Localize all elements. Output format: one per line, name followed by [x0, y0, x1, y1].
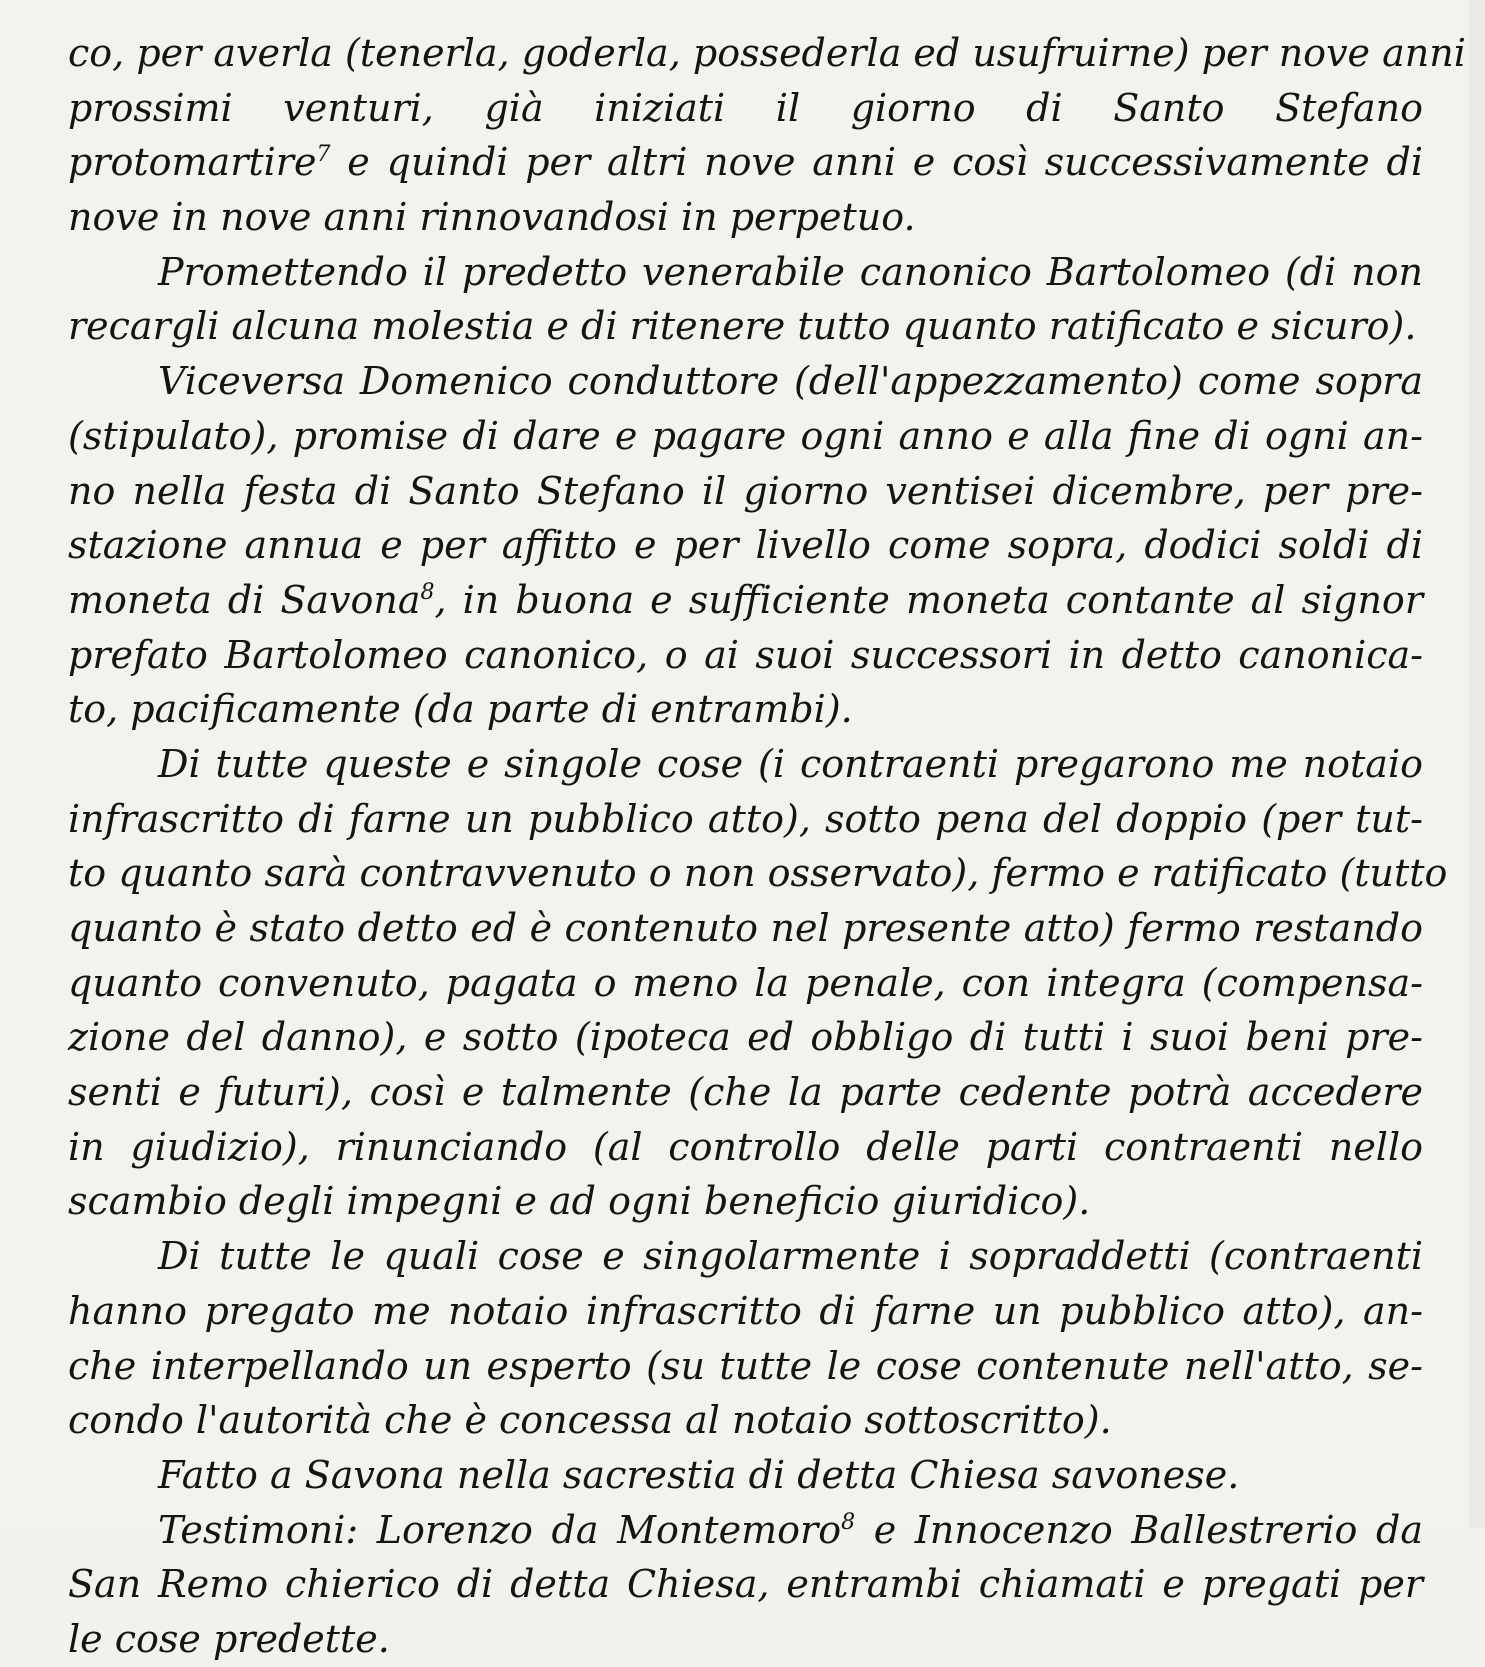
text-line — [68, 737, 1423, 792]
text-line — [68, 1503, 1423, 1558]
text-line — [68, 1612, 1423, 1667]
line-text: hanno pregato me notaio infrascritto di farne un pubblico atto), an- — [68, 1288, 1423, 1333]
line-text: San Remo chierico di detta Chiesa, entrambi chiamati e pregati per — [68, 1562, 1423, 1607]
text-line — [68, 1065, 1423, 1120]
line-text: recargli alcuna molestia e di ritenere tutto quanto ratificato e sicuro). — [68, 304, 1417, 349]
line-text: to quanto sarà contravvenuto o non osservato), fermo e ratificato (tutto — [68, 851, 1448, 896]
line-text: co, per averla (tenerla, goderla, possederla ed usufruirne) per nove anni — [68, 31, 1466, 75]
footnote-marker: 8 — [841, 1509, 856, 1535]
text-line — [68, 26, 1466, 81]
text-line — [68, 1393, 1423, 1448]
text-line — [68, 1557, 1423, 1612]
line-text: prossimi venturi, già iniziati il giorno di Santo Stefano — [68, 85, 1423, 130]
text-line — [68, 409, 1423, 464]
text-line — [68, 81, 1423, 136]
line-text: quanto convenuto, pagata o meno la penale, con integra (compensa- — [68, 960, 1423, 1005]
text-line — [68, 956, 1423, 1011]
line-text: nove in nove anni rinnovandosi in perpetuo. — [68, 195, 916, 240]
text-line — [68, 573, 1423, 628]
text-line — [68, 354, 1423, 409]
text-line — [68, 901, 1423, 956]
text-line — [68, 1448, 1423, 1503]
line-text: che interpellando un esperto (su tutte le cose contenute nell'atto, se- — [68, 1343, 1423, 1388]
line-text: zione del danno), e sotto (ipoteca ed obbligo di tutti i suoi beni pre- — [68, 1015, 1423, 1060]
line-text: to, pacificamente (da parte di entrambi). — [68, 687, 853, 732]
text-line — [68, 846, 1448, 901]
text-line — [68, 1120, 1423, 1175]
line-text: Fatto a Savona nella sacrestia di detta Chiesa savonese. — [158, 1452, 1240, 1497]
line-text: no nella festa di Santo Stefano il giorno ventisei dicembre, per pre- — [68, 468, 1423, 513]
line-text: protomartire — [68, 140, 317, 185]
line-text-continued: , in buona e sufficiente moneta contante al signor — [434, 577, 1423, 622]
footnote-marker: 7 — [316, 142, 331, 168]
text-line — [68, 299, 1423, 354]
text-line — [68, 628, 1423, 683]
line-text: Promettendo il predetto venerabile canonico Bartolomeo (di non — [158, 249, 1423, 294]
text-line — [68, 1010, 1423, 1065]
line-text: Viceversa Domenico conduttore (dell'appezzamento) come sopra — [158, 359, 1423, 404]
document-text — [68, 26, 1466, 1667]
line-text: Testimoni: Lorenzo da Montemoro — [158, 1507, 842, 1552]
line-text-continued: e quindi per altri nove anni e così successivamente di — [330, 140, 1423, 185]
line-text-continued: e Innocenzo Ballestrerio da — [855, 1507, 1423, 1552]
line-text: condo l'autorità che è concessa al notaio sottoscritto). — [68, 1398, 1112, 1443]
line-text: le cose predette. — [68, 1616, 390, 1661]
line-text: (stipulato), promise di dare e pagare ogni anno e alla fine di ogni an- — [68, 413, 1423, 458]
line-text: Di tutte queste e singole cose (i contraenti pregarono me notaio — [158, 741, 1423, 786]
text-line — [68, 1229, 1423, 1284]
line-text: infrascritto di farne un pubblico atto), sotto pena del doppio (per tut- — [68, 796, 1423, 841]
text-line — [68, 190, 1423, 245]
text-line — [68, 245, 1423, 300]
line-text: stazione annua e per affitto e per livello come sopra, dodici soldi di — [68, 523, 1423, 568]
page-edge — [1469, 0, 1485, 1528]
text-line — [68, 792, 1423, 847]
text-line — [68, 1284, 1423, 1339]
text-line — [68, 1174, 1423, 1229]
line-text: in giudizio), rinunciando (al controllo delle parti contraenti nello — [68, 1124, 1423, 1169]
line-text: prefato Bartolomeo canonico, o ai suoi successori in detto canonica- — [68, 632, 1423, 677]
line-text: moneta di Savona — [68, 577, 421, 622]
text-line — [68, 682, 1423, 737]
line-text: quanto è stato detto ed è contenuto nel presente atto) fermo restando — [68, 906, 1423, 950]
footnote-marker: 8 — [420, 579, 435, 605]
line-text: senti e futuri), così e talmente (che la parte cedente potrà accedere — [68, 1070, 1423, 1115]
text-line — [68, 464, 1423, 519]
text-line — [68, 135, 1423, 190]
text-line — [68, 518, 1423, 573]
text-line — [68, 1339, 1423, 1394]
line-text: scambio degli impegni e ad ogni beneficio giuridico). — [68, 1179, 1091, 1224]
line-text: Di tutte le quali cose e singolarmente i sopraddetti (contraenti — [158, 1234, 1423, 1279]
